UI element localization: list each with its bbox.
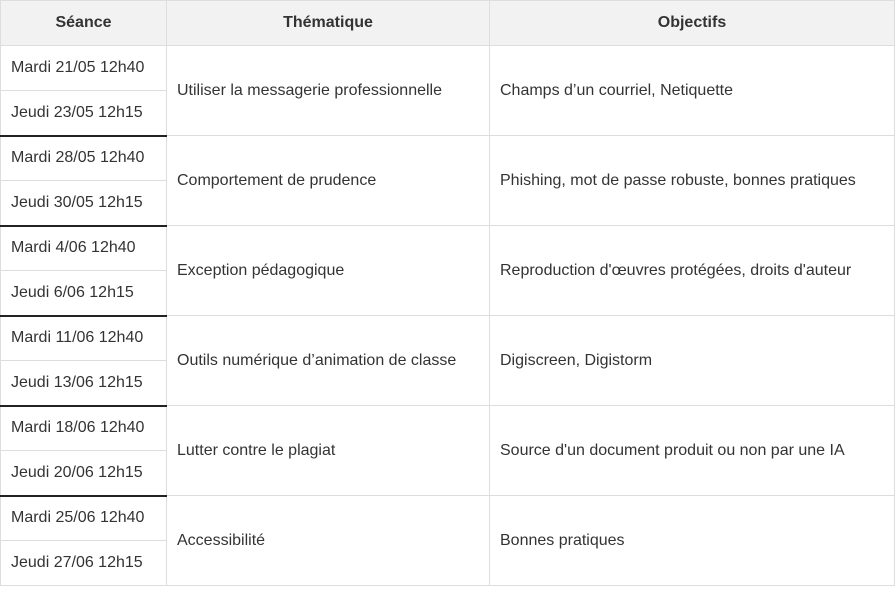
theme-cell: Exception pédagogique (167, 226, 490, 316)
objectives-cell: Champs d’un courriel, Netiquette (490, 46, 895, 136)
header-row (1, 1, 895, 46)
session-date: Jeudi 13/06 12h15 (1, 361, 167, 406)
session-date: Jeudi 27/06 12h15 (1, 541, 167, 586)
theme-cell: Utiliser la messagerie professionnelle (167, 46, 490, 136)
session-date: Mardi 18/06 12h40 (1, 406, 167, 451)
objectives-cell: Reproduction d'œuvres protégées, droits d'auteur (490, 226, 895, 316)
table-row (1, 136, 895, 181)
objectives-cell: Phishing, mot de passe robuste, bonnes pratiques (490, 136, 895, 226)
session-date: Jeudi 20/06 12h15 (1, 451, 167, 496)
header-objectifs: Objectifs (490, 1, 895, 46)
table-row (1, 496, 895, 541)
theme-cell: Outils numérique d’animation de classe (167, 316, 490, 406)
session-date: Jeudi 6/06 12h15 (1, 271, 167, 316)
objectives-cell: Bonnes pratiques (490, 496, 895, 586)
objectives-cell: Digiscreen, Digistorm (490, 316, 895, 406)
theme-cell: Comportement de prudence (167, 136, 490, 226)
session-date: Mardi 11/06 12h40 (1, 316, 167, 361)
session-date: Jeudi 23/05 12h15 (1, 91, 167, 136)
theme-cell: Accessibilité (167, 496, 490, 586)
header-seance: Séance (1, 1, 167, 46)
session-date: Mardi 21/05 12h40 (1, 46, 167, 91)
session-date: Mardi 28/05 12h40 (1, 136, 167, 181)
objectives-cell: Source d'un document produit ou non par une IA (490, 406, 895, 496)
header-thematique: Thématique (167, 1, 490, 46)
theme-cell: Lutter contre le plagiat (167, 406, 490, 496)
table-row (1, 46, 895, 91)
session-date: Mardi 4/06 12h40 (1, 226, 167, 271)
session-date: Mardi 25/06 12h40 (1, 496, 167, 541)
table-row (1, 316, 895, 361)
table-row (1, 406, 895, 451)
session-date: Jeudi 30/05 12h15 (1, 181, 167, 226)
table-row (1, 226, 895, 271)
